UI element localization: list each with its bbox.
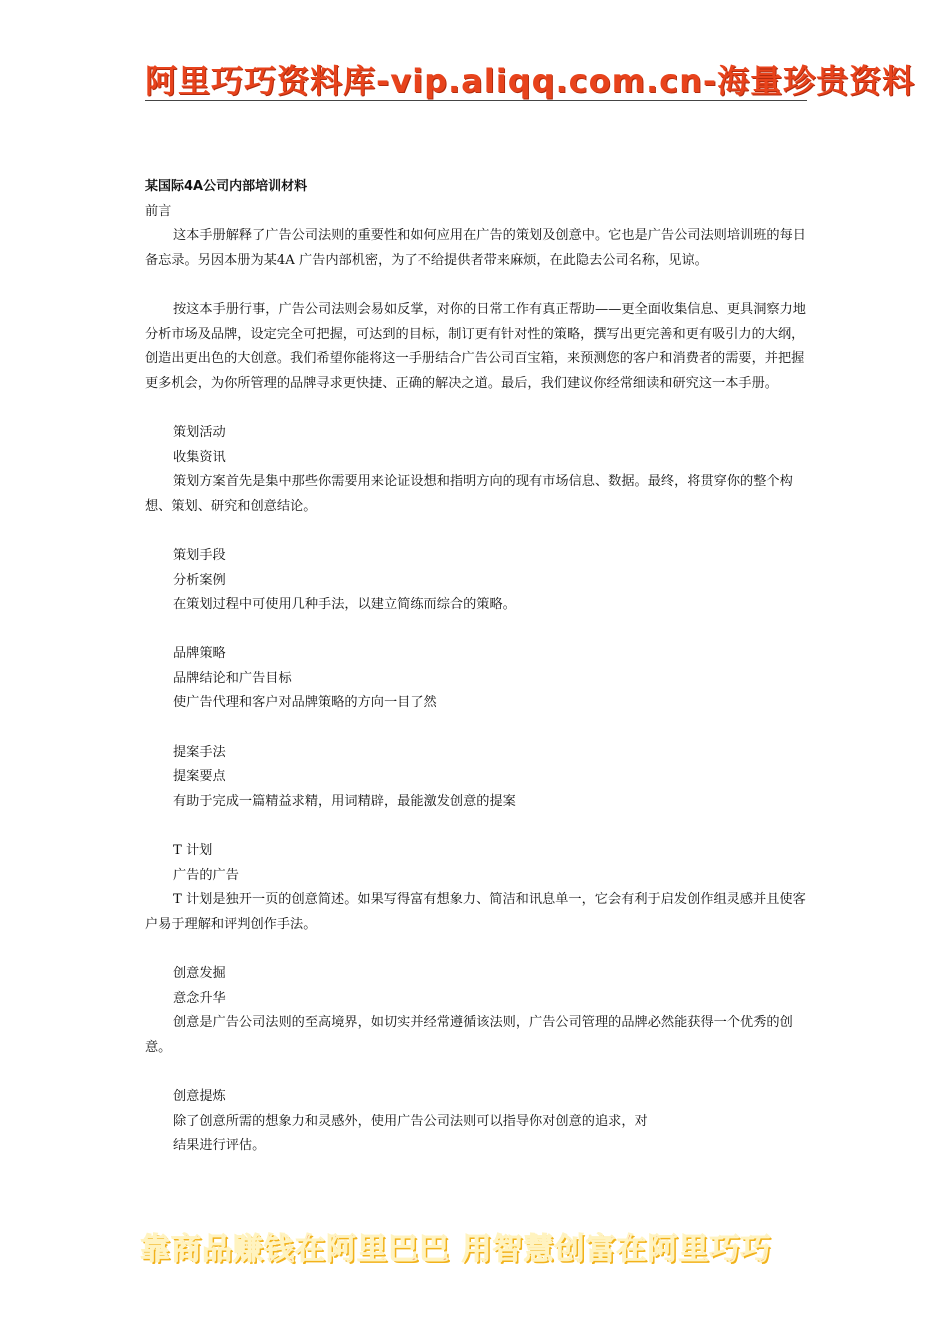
section-body: 结果进行评估。: [173, 1138, 266, 1154]
section-body: 除了创意所需的想象力和灵感外，使用广告公司法则可以指导你对创意的追求，对: [173, 1113, 648, 1129]
section-heading: 策划活动: [173, 424, 226, 440]
section-body: 在策划过程中可使用几种手法，以建立简练而综合的策略。: [173, 597, 516, 613]
section-subheading: 分析案例: [173, 572, 226, 588]
document-body: [145, 175, 810, 1159]
section-heading: 创意提炼: [173, 1088, 226, 1104]
section-heading: 策划手段: [173, 547, 226, 563]
section-heading: 提案手法: [173, 744, 226, 760]
section-subheading: 广告的广告: [173, 867, 239, 883]
section-heading: 品牌策略: [173, 646, 226, 662]
header-divider: [145, 100, 807, 101]
section-body: 创意是广告公司法则的至高境界，如切实并经常遵循该法则，广告公司管理的品牌必然能获得一个优秀的创意。: [145, 1015, 793, 1055]
foreword-paragraph: 按这本手册行事，广告公司法则会易如反掌，对你的日常工作有真正帮助——更全面收集信息、更具洞察力地分析市场及品牌，设定完全可把握，可达到的目标，制订更有针对性的策略，撰写出更完善和更有吸引力的大纲，创造出更出色的大创意。我们希望你能将这一手册结合广告公司百宝箱，来预测您的客户和消费者的需要，并把握更多机会，为你所管理的品牌寻求更快捷、正确的解决之道。最后，我们建议你经常细读和研究这一本手册。: [145, 301, 806, 391]
section-subheading: 提案要点: [173, 769, 226, 785]
document-title: 某国际4A公司内部培训材料: [145, 179, 308, 194]
section-body: 策划方案首先是集中那些你需要用来论证设想和指明方向的现有市场信息、数据。最终，将贯穿你的整个构想、策划、研究和创意结论。: [145, 474, 793, 514]
section-subheading: 收集资讯: [173, 449, 226, 465]
section-body: 有助于完成一篇精益求精，用词精辟，最能激发创意的提案: [173, 793, 516, 809]
section-body: 使广告代理和客户对品牌策略的方向一目了然: [173, 695, 437, 711]
foreword-heading: 前言: [145, 203, 172, 219]
section-subheading: 品牌结论和广告目标: [173, 670, 292, 686]
section-heading: T 计划: [173, 843, 213, 859]
section-heading: 创意发掘: [173, 966, 226, 981]
foreword-paragraph: 这本手册解释了广告公司法则的重要性和如何应用在广告的策划及创意中。它也是广告公司法则培训班的每日备忘录。另因本册为某4A 广告内部机密，为了不给提供者带来麻烦，在此隐去公司名称，见谅。: [145, 228, 806, 268]
footer-banner: 靠商品赚钱在阿里巴巴 用智慧创富在阿里巧巧: [140, 1232, 772, 1267]
section-body: T 计划是独开一页的创意简述。如果写得富有想象力、简洁和讯息单一，它会有利于启发创作组灵感并且使客户易于理解和评判创作手法。: [145, 892, 806, 932]
section-subheading: 意念升华: [173, 990, 226, 1006]
header-banner: 阿里巧巧资料库-vip.aliqq.com.cn-海量珍贵资料: [145, 62, 916, 100]
